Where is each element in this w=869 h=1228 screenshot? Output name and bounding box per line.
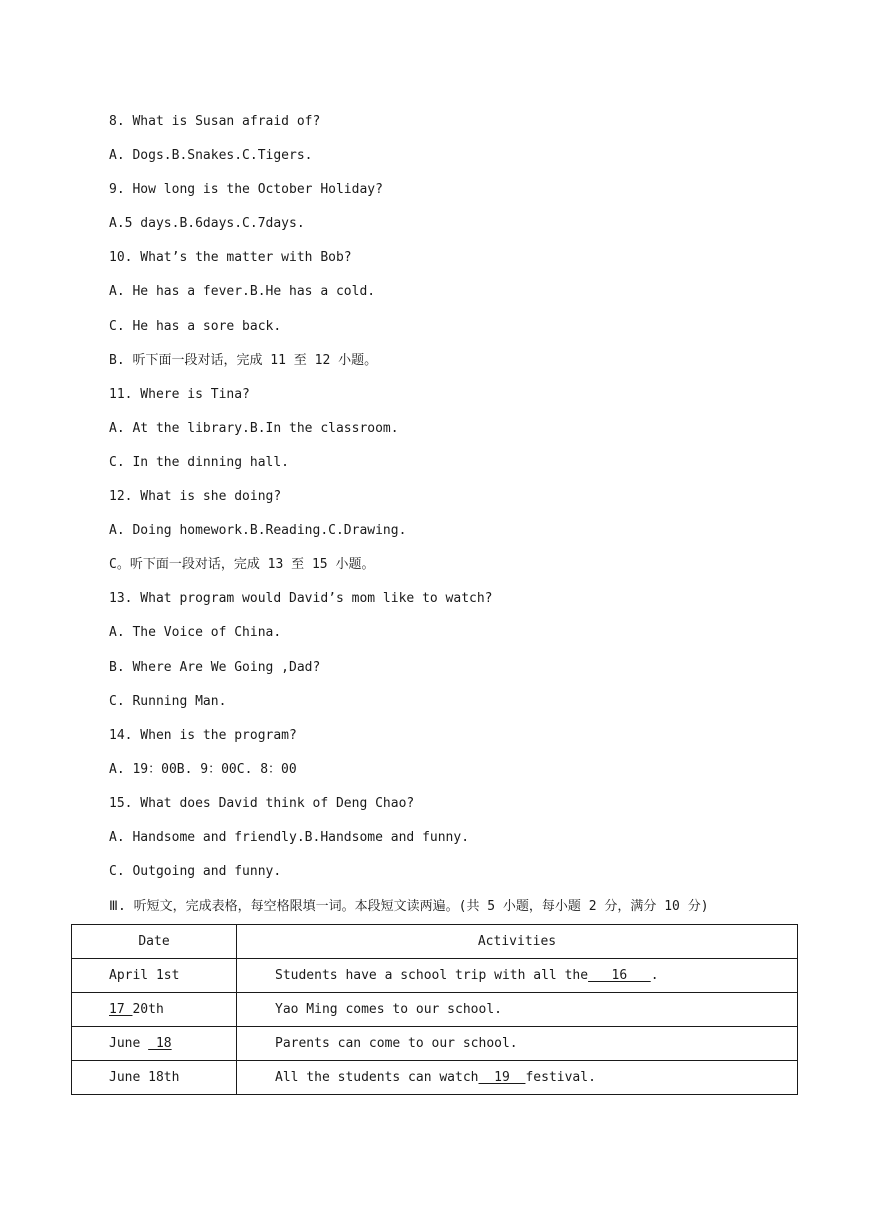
table-row [72,1027,798,1061]
question-line: 9. How long is the October Holiday? [109,182,383,198]
section-heading: Ⅲ. 听短文，完成表格，每空格限填一词。本段短文读两遍。(共 5 小题，每小题 2 分，满分 10 分) [109,899,709,914]
date-column-header: Date [72,925,237,959]
date-text: June [109,1036,149,1051]
activities-column-header: Activities [237,925,798,959]
activity-cell [237,993,798,1027]
answer-options: A. Dogs.B.Snakes.C.Tigers. [109,148,313,164]
date-cell [72,993,237,1027]
question-line: 11. Where is Tina? [109,386,250,402]
date-text-after: 20th [132,1002,164,1017]
table-row [72,1061,798,1095]
table-row [72,993,798,1027]
date-cell [72,1061,237,1095]
question-line: 10. What’s the matter with Bob? [109,250,352,266]
answer-options: A. Handsome and friendly.B.Handsome and funny. [109,829,470,845]
activity-cell [237,959,798,993]
question-line: 8. What is Susan afraid of? [109,114,321,129]
answer-options: C. Running Man. [109,693,227,709]
activity-text: Parents can come to our school. [275,1036,518,1051]
question-line: 12. What is she doing? [109,489,282,505]
answer-options: A. 19：00B. 9：00C. 8：00 [109,761,297,777]
activity-blank: 16 [588,968,651,983]
section-instruction: B. 听下面一段对话，完成 11 至 12 小题。 [109,352,378,368]
date-cell [72,1027,237,1061]
date-blank: 17 [109,1002,133,1017]
activity-text: All the students can watch [275,1070,479,1085]
table-row [72,959,798,993]
activity-table [71,924,798,1095]
question-line: 13. What program would David’s mom like to watch? [109,591,493,607]
date-text: June 18th [109,1070,180,1085]
date-text: April 1st [109,968,180,983]
table-header-row [72,925,798,959]
answer-options: A.5 days.B.6days.C.7days. [109,216,305,232]
activity-blank: 19 [478,1070,526,1085]
question-list [109,112,809,896]
question-line: 14. When is the program? [109,727,297,743]
date-blank: 18 [148,1036,172,1051]
answer-options: C. In the dinning hall. [109,454,290,470]
activity-text: Yao Ming comes to our school. [275,1002,502,1017]
answer-options: A. Doing homework.B.Reading.C.Drawing. [109,523,407,539]
answer-options: A. He has a fever.B.He has a cold. [109,284,376,300]
answer-options: C. He has a sore back. [109,318,282,334]
activity-text: Students have a school trip with all the [275,968,589,983]
answer-options: A. At the library.B.In the classroom. [109,420,399,436]
answer-options: C. Outgoing and funny. [109,864,282,880]
question-line: 15. What does David think of Deng Chao? [109,795,415,811]
answer-options: B. Where Are We Going ,Dad? [109,659,321,675]
activity-text-after: festival. [525,1070,596,1085]
answer-options: A. The Voice of China. [109,625,282,641]
activity-cell [237,1061,798,1095]
date-cell [72,959,237,993]
activity-text-after: . [650,968,659,983]
activity-cell [237,1027,798,1061]
section-instruction: C。听下面一段对话，完成 13 至 15 小题。 [109,557,375,573]
